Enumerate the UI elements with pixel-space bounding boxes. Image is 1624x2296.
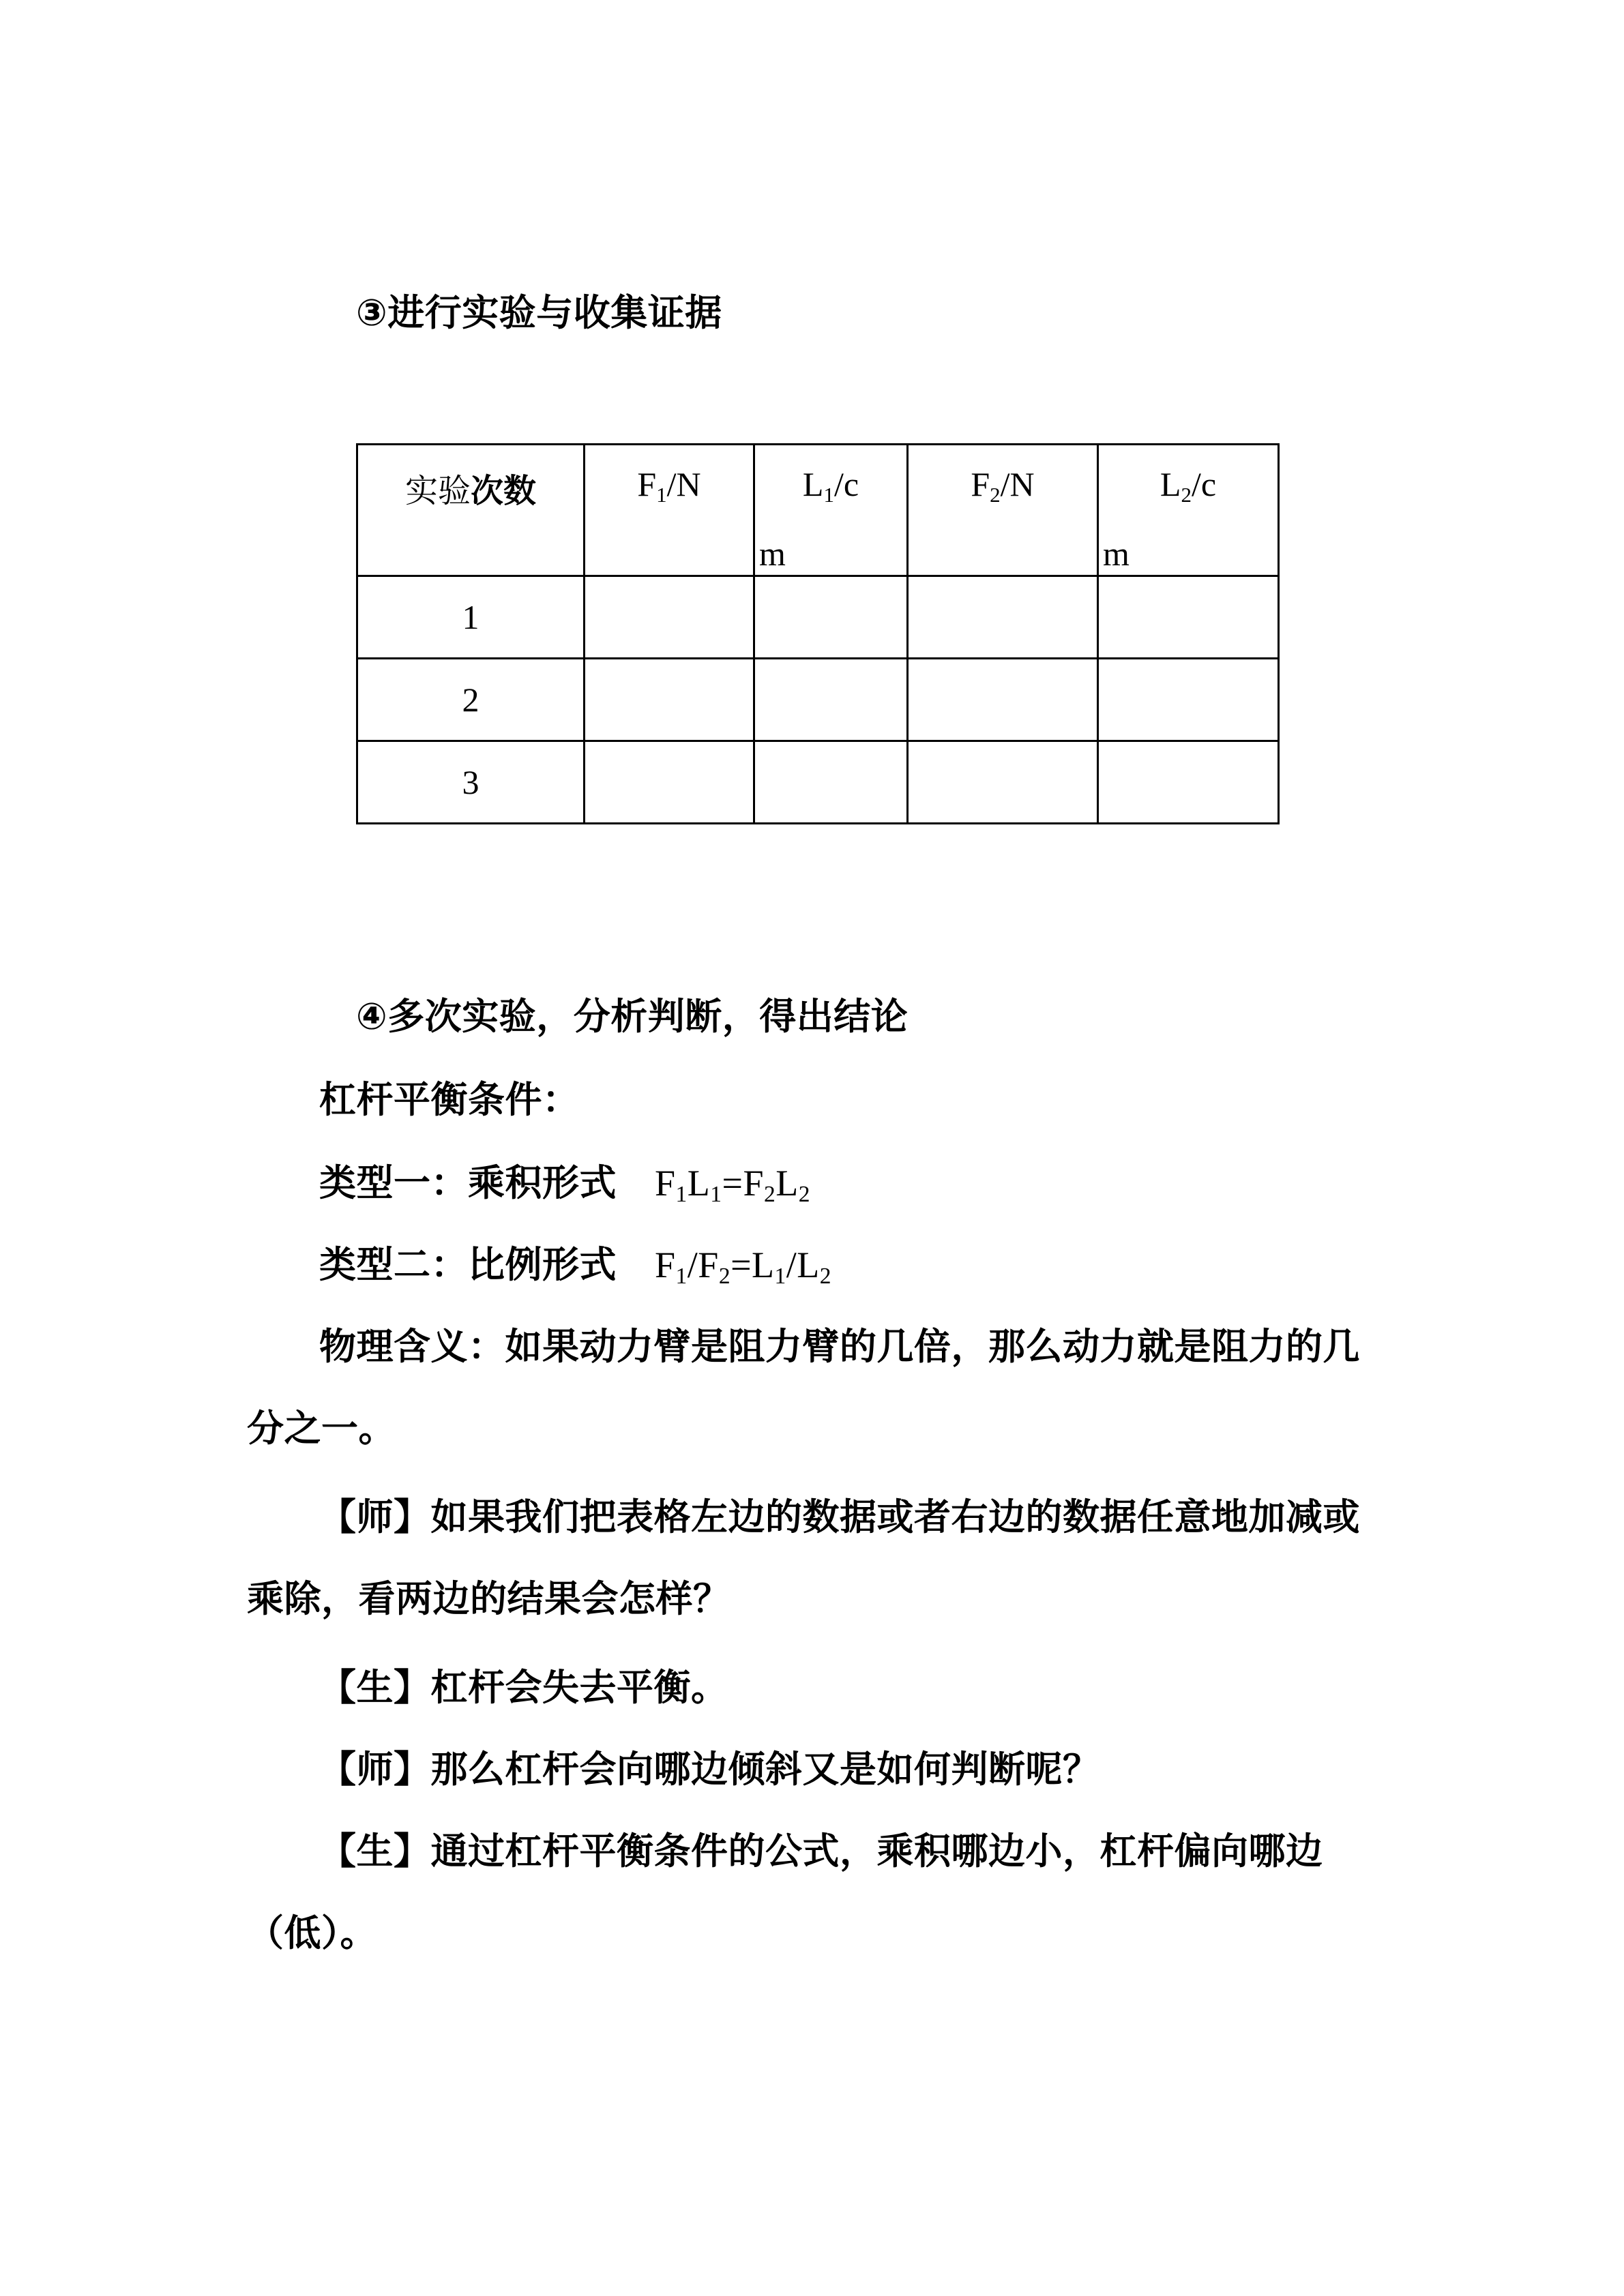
cell-trial-number: 2 [357, 659, 585, 741]
teacher-question-1-line-1: 【师】如果我们把表格左边的数据或者右边的数据任意地加减或 [319, 1497, 1360, 1538]
formula-f-sub: 1 [675, 1182, 688, 1208]
cell-l1[interactable] [754, 659, 908, 741]
cell-f1[interactable] [585, 741, 754, 824]
formula-ratio-slash-2: / [786, 1244, 797, 1285]
header-l1-wrap-unit: m [759, 535, 786, 573]
header-f2-base: F [971, 465, 990, 503]
header-f1-tail: /N [666, 465, 701, 503]
header-f1-sub: 1 [656, 482, 667, 507]
formula-ratio-equals: = [730, 1244, 752, 1285]
header-cell-trial-count [357, 445, 585, 576]
physical-meaning-line-1: 物理含义：如果动力臂是阻力臂的几倍，那么动力就是阻力的几 [319, 1326, 1360, 1367]
table-row [357, 576, 1279, 659]
header-l2-wrap-unit: m [1103, 535, 1130, 573]
header-l1-base: L [802, 465, 824, 503]
formula-ratio-l2: L [797, 1244, 820, 1285]
student-answer-2-line-1: 【生】通过杠杆平衡条件的公式，乘积哪边小，杠杆偏向哪边 [319, 1831, 1323, 1872]
formula-equals: = [722, 1163, 743, 1204]
formula-f2: F [743, 1163, 765, 1204]
formula-ratio-l2-sub: 2 [819, 1264, 832, 1289]
formula-ratio-slash-1: / [687, 1244, 698, 1285]
formula-l2: L [776, 1163, 799, 1204]
header-l1-tail: /c [833, 465, 859, 503]
student-answer-2-line-2: （低）。 [247, 1913, 377, 1954]
header-trial-light: 实验 [404, 473, 471, 509]
heading-conclusion: ④多次实验，分析判断，得出结论 [356, 996, 909, 1037]
formula-l: L [687, 1163, 711, 1204]
table-header-row [357, 445, 1279, 576]
formula-type-one-label: 类型一：乘积形式 [319, 1163, 617, 1204]
header-cell-l1 [754, 445, 908, 576]
header-cell-f1 [585, 445, 754, 576]
label-lever-balance-condition: 杠杆平衡条件： [319, 1079, 580, 1120]
header-cell-f2 [908, 445, 1098, 576]
formula-ratio-l1-sub: 1 [774, 1264, 786, 1289]
cell-f1[interactable] [585, 659, 754, 741]
formula-type-two-row [319, 1236, 831, 1288]
header-trial-bold: 次数 [471, 473, 537, 509]
cell-l1[interactable] [754, 741, 908, 824]
formula-ratio-f1-sub: 1 [675, 1264, 688, 1289]
header-l2-base: L [1160, 465, 1181, 503]
formula-f: F [655, 1163, 676, 1204]
cell-f1[interactable] [585, 576, 754, 659]
formula-type-two-expression [655, 1244, 832, 1289]
teacher-question-2: 【师】那么杠杆会向哪边倾斜又是如何判断呢？ [319, 1749, 1100, 1790]
experiment-data-table [356, 443, 1280, 824]
header-f2-sub: 2 [990, 482, 1001, 507]
header-l2-sub: 2 [1181, 482, 1192, 507]
student-answer-1: 【生】杠杆会失去平衡。 [319, 1667, 728, 1708]
cell-f2[interactable] [908, 741, 1098, 824]
header-l2-tail: /c [1191, 465, 1217, 503]
formula-ratio-f2-sub: 2 [718, 1264, 731, 1289]
formula-l2-sub: 2 [798, 1182, 810, 1208]
formula-ratio-f2: F [698, 1244, 719, 1285]
formula-ratio-l1: L [752, 1244, 775, 1285]
formula-ratio-f1: F [655, 1244, 676, 1285]
cell-trial-number: 1 [357, 576, 585, 659]
cell-f2[interactable] [908, 576, 1098, 659]
formula-l-sub: 1 [710, 1182, 722, 1208]
cell-l2[interactable] [1098, 741, 1279, 824]
table-row [357, 659, 1279, 741]
physical-meaning-line-2: 分之一。 [247, 1408, 396, 1449]
teacher-question-1-line-2: 乘除，看两边的结果会怎样？ [247, 1579, 730, 1620]
table-row [357, 741, 1279, 824]
header-cell-l2 [1098, 445, 1279, 576]
formula-type-one-row [319, 1154, 810, 1206]
cell-l2[interactable] [1098, 659, 1279, 741]
formula-f2-sub: 2 [764, 1182, 776, 1208]
cell-f2[interactable] [908, 659, 1098, 741]
header-f2-tail: /N [1000, 465, 1035, 503]
header-f1-base: F [637, 465, 657, 503]
formula-type-one-expression [655, 1163, 810, 1208]
header-l1-sub: 1 [823, 482, 834, 507]
cell-l1[interactable] [754, 576, 908, 659]
cell-trial-number: 3 [357, 741, 585, 824]
heading-experiment: ③进行实验与收集证据 [356, 293, 722, 333]
cell-l2[interactable] [1098, 576, 1279, 659]
formula-type-two-label: 类型二：比例形式 [319, 1244, 617, 1285]
